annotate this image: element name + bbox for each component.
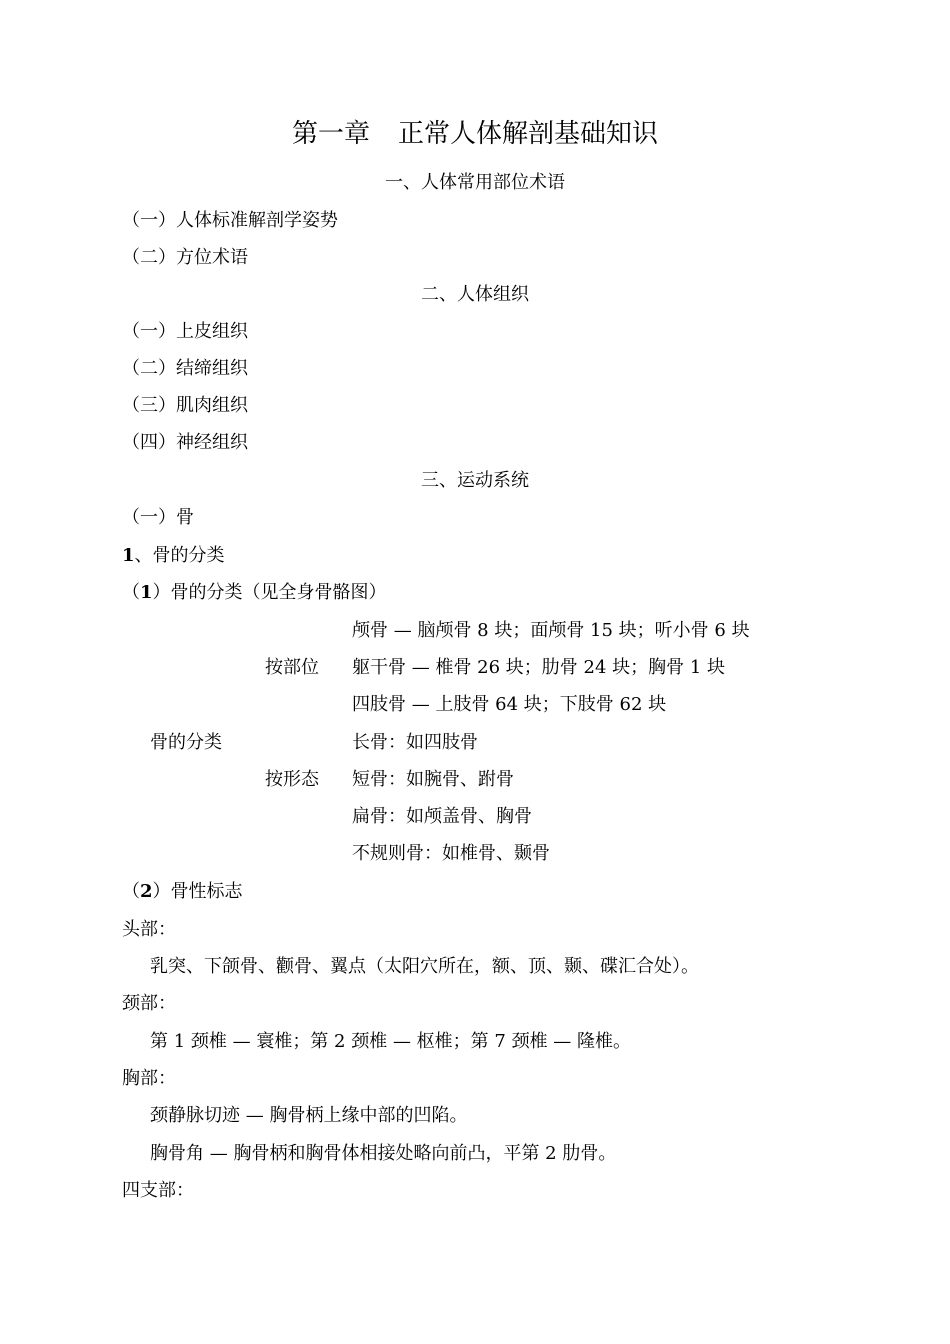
region-row: 躯干骨 — 椎骨 26 块；肋骨 24 块；胸骨 1 块 bbox=[352, 657, 726, 678]
shape-row: 扁骨：如颅盖骨、胸骨 bbox=[352, 806, 532, 827]
shape-row: 不规则骨：如椎骨、颞骨 bbox=[352, 843, 550, 864]
region-label-limbs: 四支部： bbox=[122, 1180, 194, 1201]
paragraph: 颈静脉切迹 — 胸骨柄上缘中部的凹陷。 bbox=[150, 1105, 468, 1126]
chapter-title bbox=[0, 119, 950, 149]
shape-row: 短骨：如腕骨、跗骨 bbox=[352, 769, 514, 790]
list-item: （一）人体标准解剖学姿势 bbox=[122, 210, 338, 231]
subsection-heading: （2）骨性标志 bbox=[122, 881, 243, 902]
paragraph: 乳突、下颌骨、颧骨、翼点（太阳穴所在，额、顶、颞、碟汇合处）。 bbox=[150, 956, 699, 977]
section-heading: 二、人体组织 bbox=[421, 284, 529, 305]
region-label-chest: 胸部： bbox=[122, 1068, 176, 1089]
paragraph: 胸骨角 — 胸骨柄和胸骨体相接处略向前凸，平第 2 肋骨。 bbox=[150, 1143, 617, 1164]
paragraph: 第 1 颈椎 — 寰椎；第 2 颈椎 — 枢椎；第 7 颈椎 — 隆椎。 bbox=[150, 1031, 632, 1052]
region-row: 四肢骨 — 上肢骨 64 块；下肢骨 62 块 bbox=[352, 694, 667, 715]
section-heading: 三、运动系统 bbox=[421, 470, 529, 491]
branch-label-shape: 按形态 bbox=[265, 769, 319, 790]
region-row: 颅骨 — 脑颅骨 8 块；面颅骨 15 块；听小骨 6 块 bbox=[352, 620, 750, 641]
subsection-heading: （1）骨的分类（见全身骨骼图） bbox=[122, 582, 387, 603]
list-item: （二）结缔组织 bbox=[122, 358, 248, 379]
shape-row: 长骨：如四肢骨 bbox=[352, 732, 478, 753]
region-label-neck: 颈部： bbox=[122, 993, 176, 1014]
region-label-head: 头部： bbox=[122, 919, 176, 940]
branch-label-region: 按部位 bbox=[265, 657, 319, 678]
section-heading: 一、人体常用部位术语 bbox=[385, 172, 565, 193]
subsection-heading: 1、骨的分类 bbox=[122, 545, 225, 566]
list-item: （三）肌肉组织 bbox=[122, 395, 248, 416]
classification-root: 骨的分类 bbox=[150, 732, 222, 753]
list-item: （一）上皮组织 bbox=[122, 321, 248, 342]
list-item: （二）方位术语 bbox=[122, 247, 248, 268]
chapter-name: 正常人体解剖基础知识 bbox=[398, 119, 659, 149]
list-item: （一）骨 bbox=[122, 507, 194, 528]
chapter-number: 第一章 bbox=[291, 119, 370, 149]
list-item: （四）神经组织 bbox=[122, 432, 248, 453]
